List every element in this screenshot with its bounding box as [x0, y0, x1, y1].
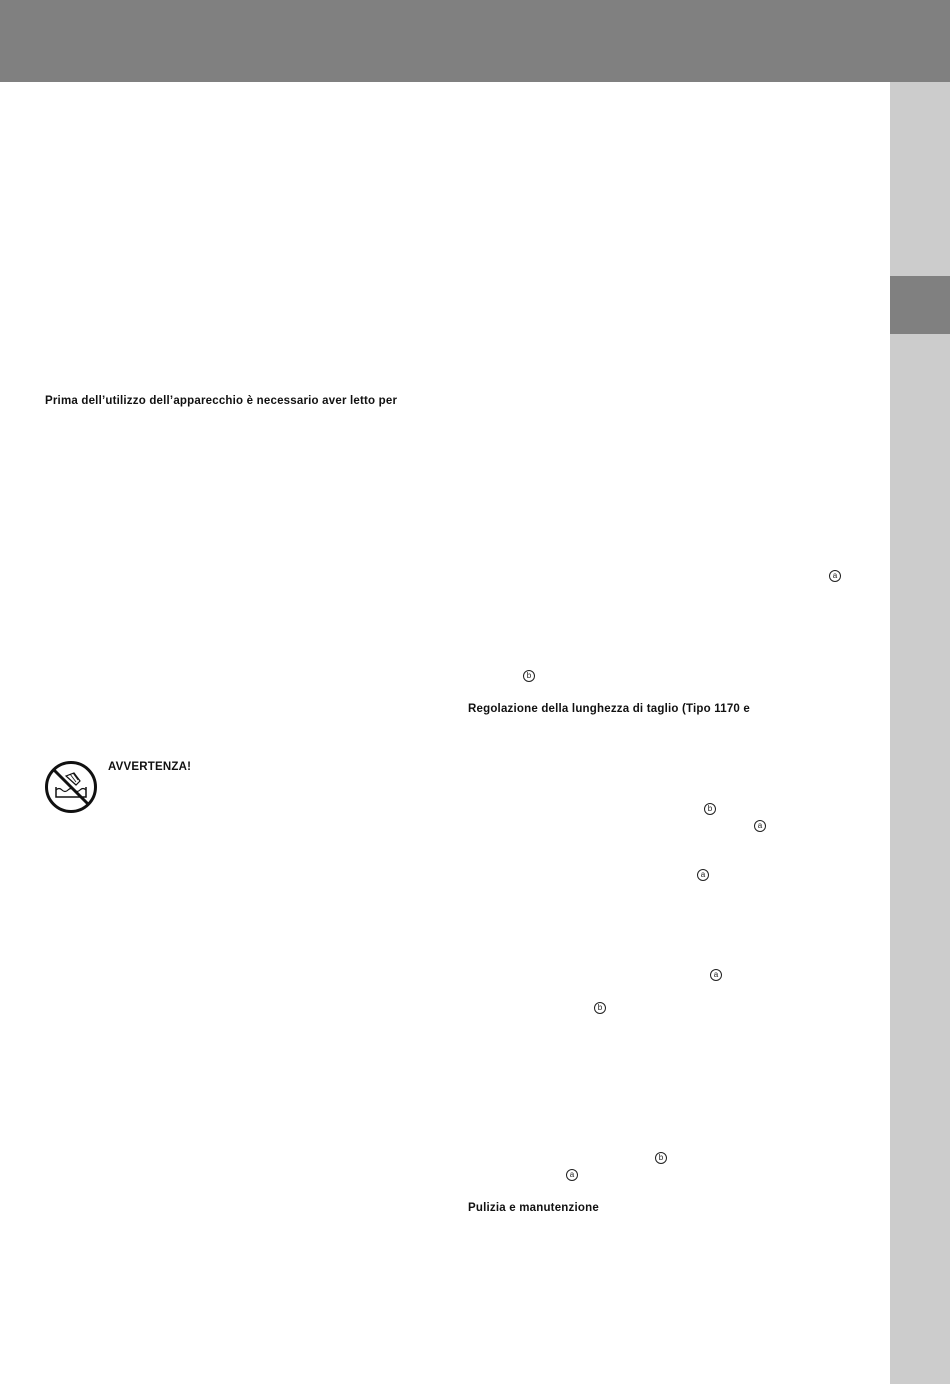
- side-thumb-tab: [890, 276, 950, 334]
- marker-a: a: [710, 969, 722, 981]
- header-bar: [0, 0, 950, 82]
- marker-a: a: [697, 869, 709, 881]
- marker-b: b: [523, 670, 535, 682]
- cut-length-heading: Regolazione della lunghezza di taglio (Tipo 1170 e: [468, 703, 751, 715]
- marker-b: b: [594, 1002, 606, 1014]
- marker-a: a: [829, 570, 841, 582]
- no-water-immersion-icon: [44, 760, 98, 814]
- cleaning-heading: Pulizia e manutenzione: [468, 1202, 599, 1214]
- marker-a: a: [566, 1169, 578, 1181]
- intro-heading: Prima dell’utilizzo dell’apparecchio è necessario aver letto per: [45, 395, 398, 407]
- warning-label: AVVERTENZA!: [108, 761, 192, 773]
- marker-a: a: [754, 820, 766, 832]
- marker-b: b: [655, 1152, 667, 1164]
- marker-b: b: [704, 803, 716, 815]
